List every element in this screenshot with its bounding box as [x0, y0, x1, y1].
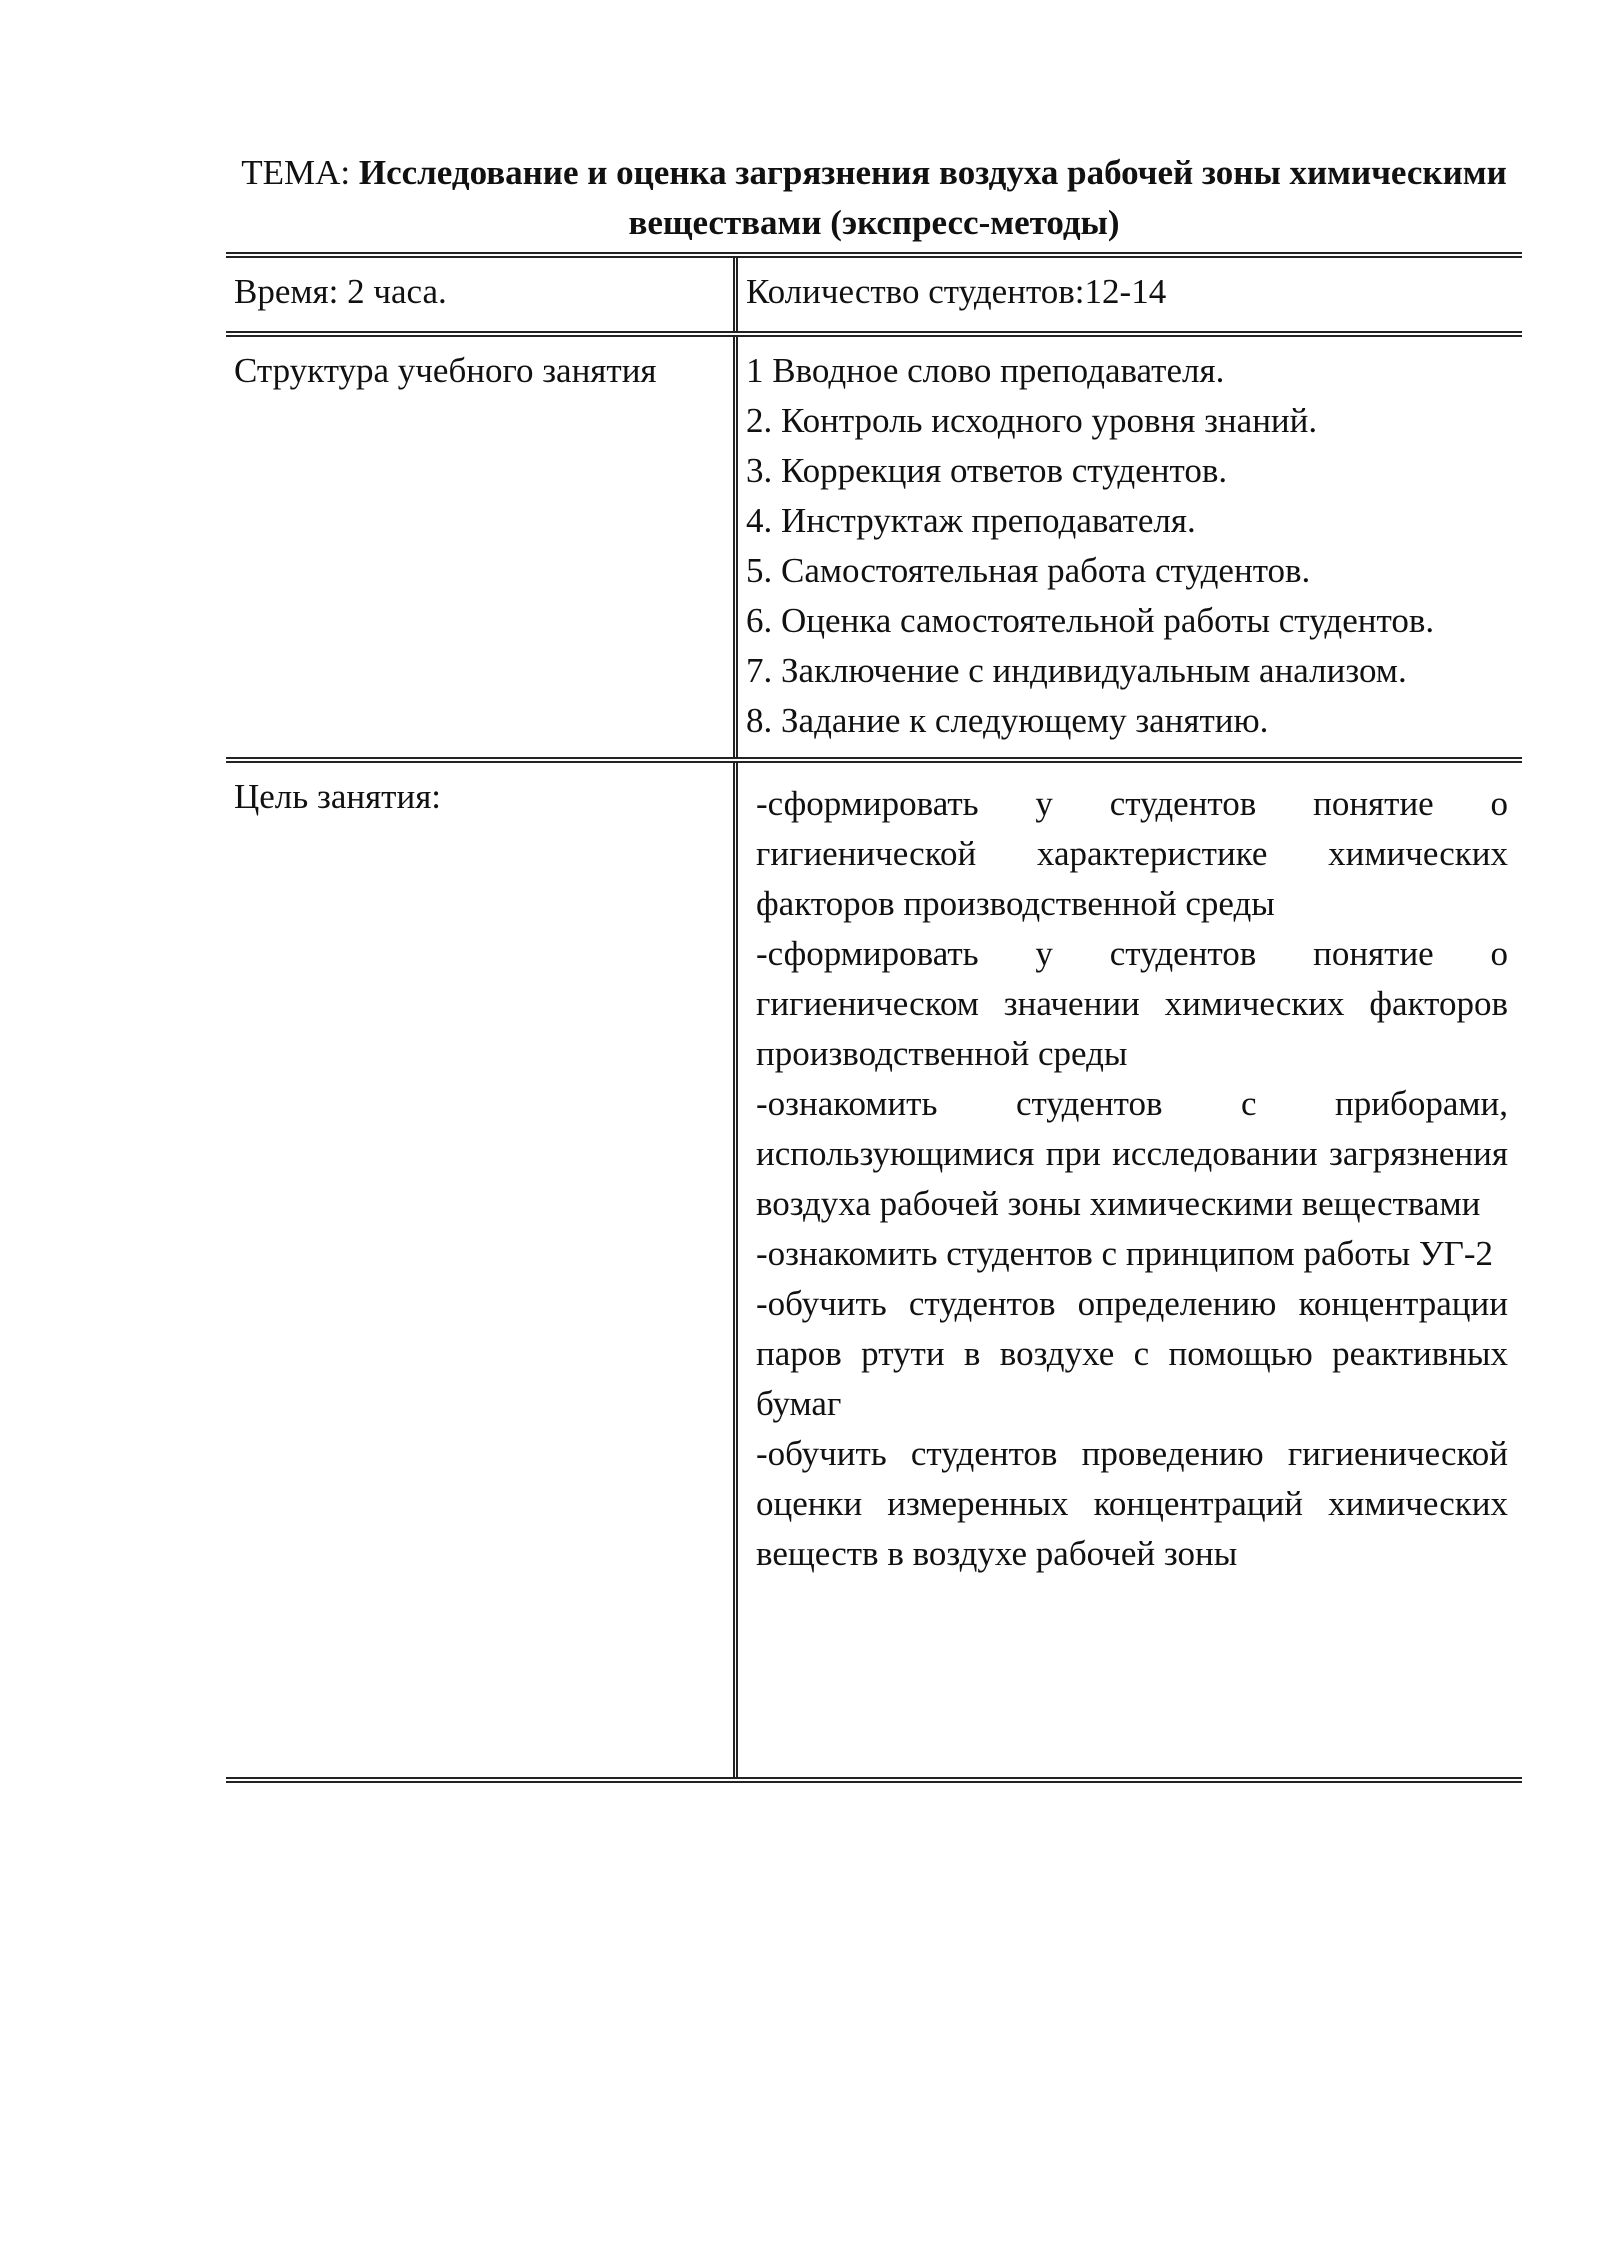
- goal-item: -обучить студентов определению концентрации паров ртути в воздухе с помощью реактивных бумаг: [756, 1284, 1508, 1423]
- goal-list: [756, 779, 1508, 1579]
- column-divider-row2: [733, 336, 738, 757]
- row-divider-1: [226, 331, 1522, 337]
- goal-item: -обучить студентов проведению гигиенической оценки измеренных концентраций химических веществ в воздухе рабочей зоны: [756, 1434, 1508, 1573]
- document-title: [226, 148, 1522, 248]
- structure-item: 4. Инструктаж преподавателя.: [746, 501, 1196, 540]
- students-count: Количество студентов:12-14: [746, 272, 1167, 311]
- title-main: Исследование и оценка загрязнения воздуха рабочей зоны химическими веществами (экспресс-методы): [358, 153, 1507, 242]
- goal-item: -сформировать у студентов понятие о гигиеническом значении химических факторов производственной среды: [756, 934, 1508, 1073]
- structure-item: 5. Самостоятельная работа студентов.: [746, 551, 1311, 590]
- table-top-border: [226, 252, 1522, 258]
- row-divider-2: [226, 757, 1522, 763]
- structure-item: 1 Вводное слово преподавателя.: [746, 351, 1225, 390]
- time-label: Время: 2 часа.: [234, 272, 447, 311]
- table-bottom-border: [226, 1777, 1522, 1783]
- title-prefix: ТЕМА:: [241, 153, 359, 192]
- structure-list: [746, 346, 1506, 746]
- goal-label: Цель занятия:: [234, 777, 442, 816]
- structure-item: 6. Оценка самостоятельной работы студентов.: [746, 601, 1435, 640]
- goal-item: -сформировать у студентов понятие о гигиенической характеристике химических факторов производственной среды: [756, 784, 1508, 923]
- goal-item: -ознакомить студентов с приборами, использующимися при исследовании загрязнения воздуха рабочей зоны химическими веществами: [756, 1084, 1508, 1223]
- structure-item: 3. Коррекция ответов студентов.: [746, 451, 1228, 490]
- structure-item: 8. Задание к следующему занятию.: [746, 701, 1269, 740]
- goal-item: -ознакомить студентов с принципом работы УГ-2: [756, 1234, 1494, 1273]
- structure-label: Структура учебного занятия: [234, 351, 657, 390]
- structure-item: 7. Заключение с индивидуальным анализом.: [746, 651, 1407, 690]
- structure-item: 2. Контроль исходного уровня знаний.: [746, 401, 1318, 440]
- column-divider-row3: [733, 762, 738, 1777]
